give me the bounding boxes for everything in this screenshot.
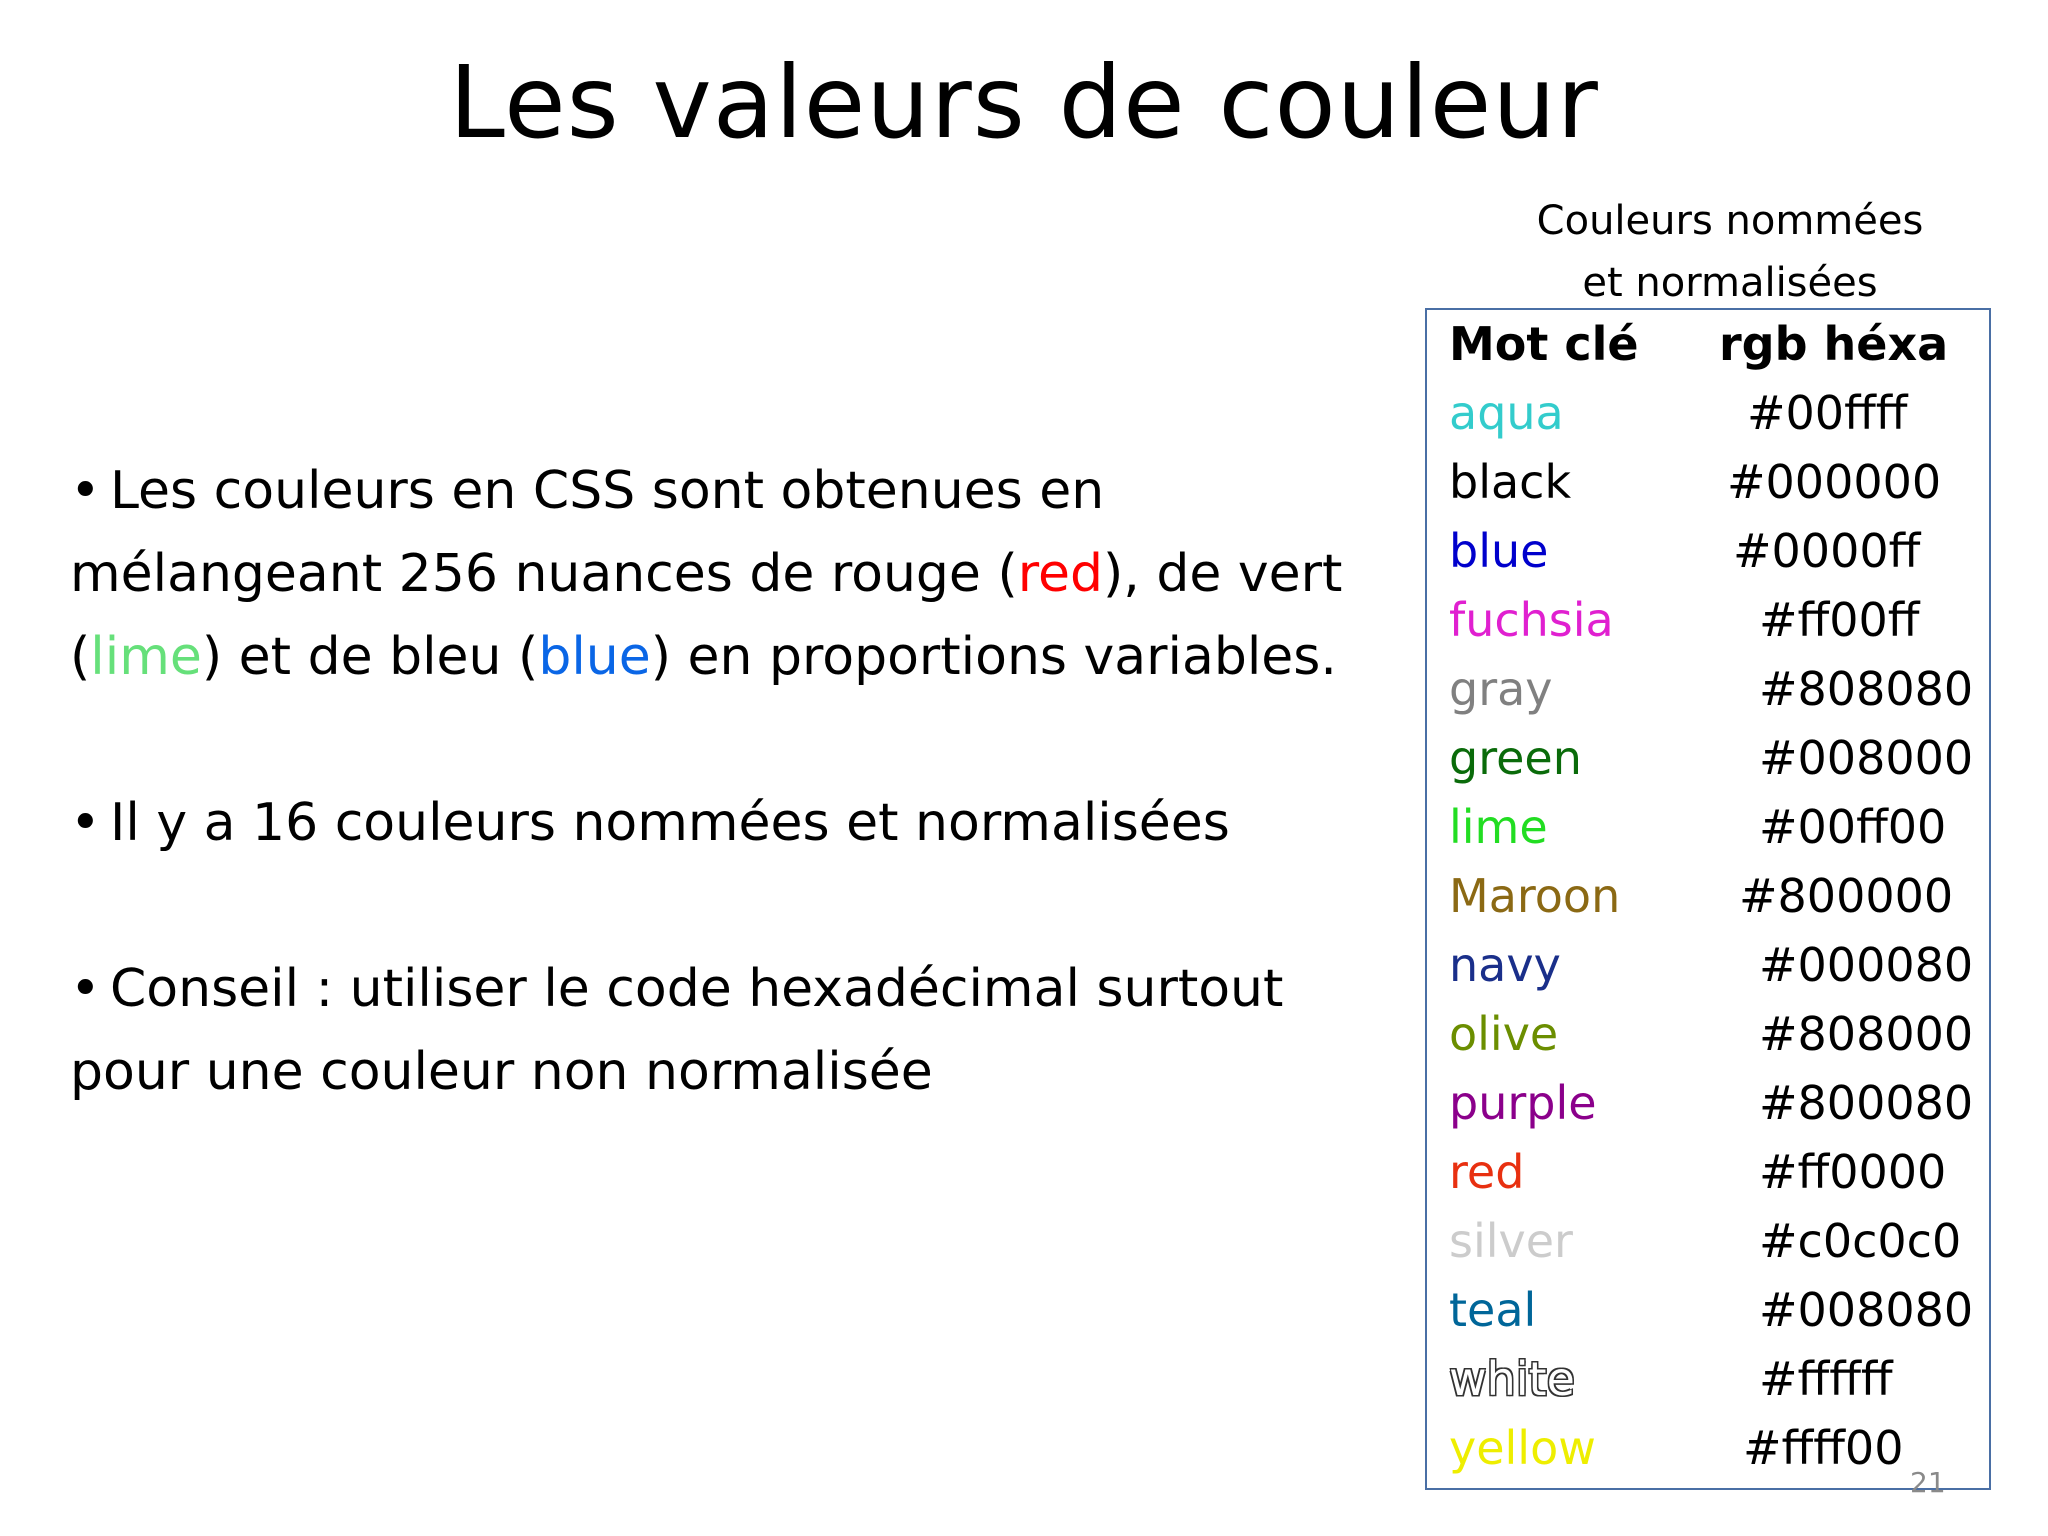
color-hex: #008000 [1759,731,1974,785]
table-row [1427,1345,1989,1414]
table-row [1427,517,1989,586]
bullet-text: Conseil : utiliser le code hexadécimal surtout pour une couleur non normalisée [70,959,1284,1102]
bullet-item [70,782,1370,865]
color-hex: #ff0000 [1759,1145,1947,1199]
color-hex: #800080 [1759,1076,1974,1130]
bullet-text: Il y a 16 couleurs nommées et normalisées [110,793,1230,853]
table-row [1427,1207,1989,1276]
bullet-item [70,450,1370,699]
color-hex: #000000 [1727,455,1942,509]
bullet-text: ), de vert ( [70,544,1343,687]
color-keyword: olive [1449,1007,1559,1061]
table-row [1427,379,1989,448]
bullet-text: ) en proportions variables. [650,627,1337,687]
red-word: red [1017,544,1103,604]
lime-word: lime [90,627,202,687]
bullet-text: Les couleurs en CSS sont obtenues en mélangeant 256 nuances de rouge ( [70,461,1105,604]
color-hex: #800000 [1739,869,1954,923]
header-keyword: Mot clé [1449,317,1639,371]
bullet-text: ) et de bleu ( [201,627,539,687]
color-hex: #000080 [1759,938,1974,992]
color-hex: #c0c0c0 [1759,1214,1962,1268]
color-keyword: red [1449,1145,1525,1199]
page-number: 21 [1910,1466,1946,1499]
color-keyword: aqua [1449,386,1564,440]
color-hex: #00ff00 [1759,800,1947,854]
bullet-mark: • [70,959,101,1019]
color-hex: #808000 [1759,1007,1974,1061]
color-keyword: purple [1449,1076,1597,1130]
table-caption-line: Couleurs nommées [1536,198,1924,244]
table-row [1427,1414,1989,1483]
color-keyword: silver [1449,1214,1573,1268]
color-hex: #ffff00 [1743,1421,1904,1475]
color-keyword: blue [1449,524,1549,578]
color-hex: #008080 [1759,1283,1974,1337]
color-keyword: green [1449,731,1582,785]
color-keyword: teal [1449,1283,1537,1337]
table-row [1427,1138,1989,1207]
table-caption [1450,190,2010,314]
table-row [1427,586,1989,655]
table-row [1427,1000,1989,1069]
color-keyword: lime [1449,800,1548,854]
color-keyword: black [1449,455,1572,509]
slide-title: Les valeurs de couleur [449,44,1599,161]
color-keyword: navy [1449,938,1561,992]
color-hex: #0000ff [1733,524,1921,578]
bullet-mark: • [70,793,101,853]
color-table [1425,308,1991,1490]
table-row [1427,1069,1989,1138]
color-keyword: gray [1449,662,1553,716]
table-row [1427,931,1989,1000]
bullet-list [70,450,1370,1114]
color-hex: #ffffff [1759,1352,1893,1406]
table-row [1427,448,1989,517]
table-header-row [1427,310,1989,379]
table-row [1427,724,1989,793]
header-hex: rgb héxa [1719,317,1949,371]
color-hex: #ff00ff [1759,593,1920,647]
bullet-item [70,948,1370,1114]
table-row [1427,793,1989,862]
color-keyword: fuchsia [1449,593,1614,647]
table-caption-line: et normalisées [1582,260,1878,306]
table-row [1427,862,1989,931]
color-keyword: yellow [1449,1421,1596,1475]
color-keyword: Maroon [1449,869,1621,923]
color-hex: #808080 [1759,662,1974,716]
table-row [1427,655,1989,724]
color-keyword: white [1449,1352,1575,1406]
table-row [1427,1276,1989,1345]
blue-word: blue [538,627,651,687]
bullet-mark: • [70,461,101,521]
color-hex: #00ffff [1747,386,1908,440]
